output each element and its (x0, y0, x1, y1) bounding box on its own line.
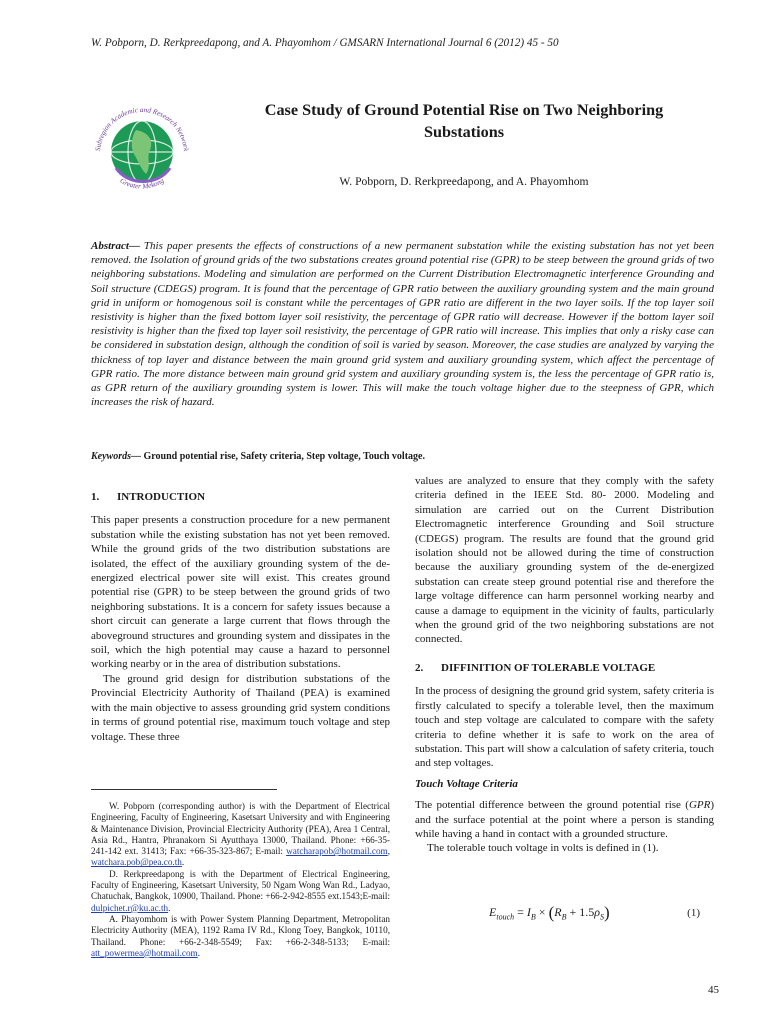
gmsarn-logo (86, 94, 198, 206)
keywords (91, 451, 714, 462)
right-column (415, 474, 714, 856)
footnote-rerkpreedapong: D. Rerkpreedapong is with the Department of Electrical Engineering, Faculty of Engineering, Kasetsart University, 50 Ngam Wong Wan Rd., Ladyao, Chatuchak, Bangkok, 10900, Thailand. Phone: +66-2-942-8555 ext.1543;E-mail: dulpichet.r@ku.ac.th. (91, 868, 390, 913)
running-header: W. Pobporn, D. Rerkpreedapong, and A. Phayomhom / GMSARN International Journal 6 (2012) 45 - 50 (91, 37, 559, 49)
abstract-label: Abstract— (91, 240, 140, 252)
touch-voltage-equation: $E_{touch} = I_B \times (R_B + 1.5\rho_S)$ (489, 903, 610, 922)
equation-number: (1) (687, 907, 700, 919)
email-link[interactable]: watchara.pob@pea.co.th (91, 857, 182, 868)
email-link[interactable]: watcharapob@hotmail.com (286, 846, 388, 857)
section-heading-tolerable-voltage: 2. DIFFINITION OF TOLERABLE VOLTAGE (415, 661, 656, 674)
keywords-text: Ground potential rise, Safety criteria, Step voltage, Touch voltage. (141, 451, 425, 462)
footnote-rule (91, 789, 277, 790)
left-column (91, 490, 390, 744)
touch-voltage-paragraph: The potential difference between the ground potential rise (GPR) and the surface potential at the point where a person is standing while having a hand in contact with a grounded structure. (415, 799, 714, 840)
page-number: 45 (708, 984, 719, 996)
logo-bottom-arc-text: Greater Mekong (118, 176, 166, 191)
section2-paragraph: In the process of designing the ground grid system, safety criteria is firstly calculated to specify a tolerable level, then the maximum touch and step voltage are calculated to compare with the safety criteria to define whether it is safe to work on the area of substation. This part will show a calculation of safety criteria, touch and step voltages. (415, 685, 714, 770)
footnote-phayomhom: A. Phayomhom is with Power System Planning Department, Metropolitan Electricity Authority (MEA), 1192 Rama IV Rd., Klong Toey, Bangkok, 10110, Thailand. Phone: +66-2-348-5549; Fax: +66-2-348-5133; E-mail: att_powermea@hotmail.com. (91, 913, 390, 958)
touch-voltage-paragraph-2: The tolerable touch voltage in volts is defined in (1). (427, 842, 659, 855)
paper-authors: W. Pobporn, D. Rerkpreedapong, and A. Phayomhom (339, 175, 589, 188)
intro-paragraph-2: The ground grid design for distribution substations of the Provincial Electricity Authority of Thailand (PEA) is examined with the main objective to assess grounding grid system conditions in terms of ground potential rise, maximum touch voltage and step voltage. These three (91, 672, 390, 743)
email-link[interactable]: att_powermea@hotmail.com (91, 947, 198, 958)
subsection-heading-touch-voltage: Touch Voltage Criteria (415, 777, 518, 790)
abstract (91, 239, 714, 409)
abstract-text: This paper presents the effects of constructions of a new permanent substation while the existing substation has not yet been removed. the Isolation of ground grids of the two substations creates ground potential rise (GPR) to be steep between the ground grids of two neighboring substations. Modeling and simulation are performed on the Current Distribution Electromagnetic interference Grounding and Soil structure (CDEGS) program. It is found that the percentage of GPR ratio between the auxiliary grounding system and the main ground grid in uniform or homogenous soil is constant while the percentages of GPR ratio are different in the two layer soils. If the top layer soil resistivity is higher than the fixed bottom layer soil resistivity, the percentage of GPR ratio will decrease. However if the bottom layer soil resistivity is higher than the fixed top layer soil resistivity, the percentage of GPR ratio will increase. This implies that only a risky case can be considered in substation design, although the condition of soil is varied by season. Moreover, the case studies are analyzed by varying the thickness of top layer and distance between the main ground grid system and auxiliary grounding system, which affect the percentage of GPR ratio. The more distance between main ground grid system and auxiliary grounding system is, the less the percentage of GPR ratio is, as GPR return of the auxiliary grounding system is lower. This will make the touch voltage higher due to the steepness of GPR, which increases the risk of hazard. (91, 240, 714, 409)
footnotes (91, 801, 390, 959)
paper-title: Case Study of Ground Potential Rise on Two Neighboring Substations (264, 101, 664, 141)
keywords-label: Keywords— (91, 451, 141, 462)
footnote-pobporn: W. Pobporn (corresponding author) is with the Department of Electrical Engineering, Faculty of Engineering, Kasetsart University and with Engineering & Maintenance Division, Provincial Electricity Authority (PEA), Area 1 Central, Asia Rd., Hantra, Phranakorn Si Ayutthaya 13000, Thailand. Phone: +66-35-241-142 ext. 31413; Fax: +66-35-323-867; E-mail: watcharapob@hotmail.com, watchara.pob@pea.co.th. (91, 801, 390, 868)
intro-paragraph-1: This paper presents a construction procedure for a new permanent substation while the existing substation has not yet been removed. While the ground grids of the two distribution substations are isolated, the effect of the auxiliary grounding system of the de-energized electrical power site will exist. This creates ground potential rise (GPR) to be steep between the ground grids of two neighboring substations. It is a concern for safety issues because a short circuit can generate a large current that flows through the aboveground structures and grounding system and dissipates in the soil, which the high potential may cause a hazard to personnel working nearby or in the area of distribution substations. (91, 514, 390, 671)
logo-top-arc-text: Subregion Academic and Research Network (94, 105, 190, 152)
section-heading-introduction: 1. INTRODUCTION (91, 491, 206, 503)
email-link[interactable]: dulpichet.r@ku.ac.th (91, 902, 169, 913)
intro-paragraph-continued: values are analyzed to ensure that they comply with the safety criteria defined in the IEEE Std. 80- 2000. Modeling and simulation are carried out on the Current Distribution Electromagnetic interference Grounding and Soil structure (CDEGS) program. The results are found that the ground grid isolation should not be allowed during the time of construction because the auxiliary grounding system of the de-energized substation can create steep ground potential rise and therefore the large voltage difference can harm personnel working nearby and cause a damage to equipment in the vicinity of faults, particularly when the ground grid of the two neighboring substations are not connected. (415, 475, 714, 646)
equation-1 (415, 903, 714, 929)
